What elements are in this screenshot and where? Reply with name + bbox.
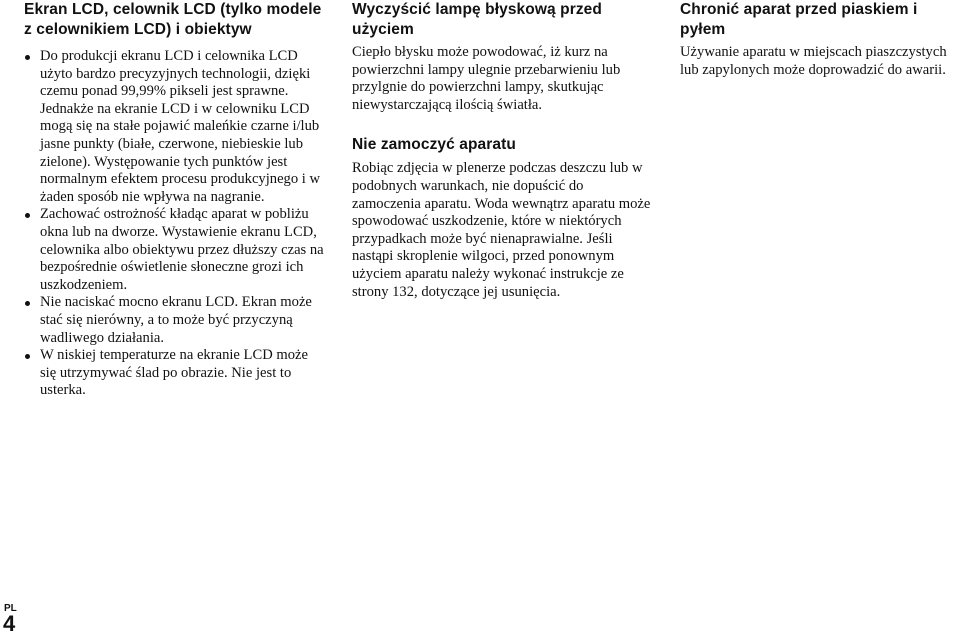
bullet-item [24, 48, 324, 206]
bullet-dot-icon [25, 55, 30, 60]
bullet-item [24, 347, 324, 400]
bullet-dot-icon [25, 213, 30, 218]
page-language-label: PL [4, 603, 17, 614]
bullet-text: Nie naciskać mocno ekranu LCD. Ekran może stać się nierówny, a to może być przyczyną wadliwego działania. [40, 294, 312, 346]
bullet-item [24, 294, 324, 347]
section-text-flash: Ciepło błysku może powodować, iż kurz na powierzchni lampy ulegnie przebarwieniu lub przylgnie do powierzchni lampy, skutkując niewystarczającą ilością światła. [352, 44, 621, 113]
page-number: 4 [3, 611, 16, 636]
section-heading-sand: Chronić aparat przed piaskiem i pyłem [680, 1, 918, 38]
bullet-item [24, 206, 324, 294]
section-heading-water: Nie zamoczyć aparatu [352, 136, 516, 154]
section-text-water: Robiąc zdjęcia w plenerze podczas deszczu lub w podobnych warunkach, nie dopuścić do zamoczenia aparatu. Woda wewnątrz aparatu może spowodować uszkodzenie, które w niektórych przypadkach może być nienaprawialne. Jeśli nastąpi skroplenie wilgoci, przed ponownym użyciem aparatu należy wykonać instrukcje ze strony 132, dotyczące jej usunięcia. [352, 160, 651, 300]
section-text-sand: Używanie aparatu w miejscach piaszczystych lub zapylonych może doprowadzić do awarii. [680, 44, 947, 78]
bullet-text: W niskiej temperaturze na ekranie LCD może się utrzymywać ślad po obrazie. Nie jest to usterka. [40, 347, 308, 399]
column-lcd-care [24, 0, 324, 400]
section-heading-flash: Wyczyścić lampę błyskową przed użyciem [352, 1, 602, 38]
bullet-list-lcd [24, 48, 324, 400]
bullet-dot-icon [25, 354, 30, 359]
section-heading-lcd: Ekran LCD, celownik LCD (tylko modele z celownikiem LCD) i obiektyw [24, 1, 322, 38]
column-sand-dust [680, 0, 960, 79]
column-flash-and-water [352, 0, 652, 301]
bullet-text: Zachować ostrożność kładąc aparat w pobliżu okna lub na dworze. Wystawienie ekranu LCD, celownika albo obiektywu przez dłuższy czas na bezpośrednie oświetlenie słoneczne grozi ich uszkodzeniem. [40, 206, 324, 293]
bullet-text: Do produkcji ekranu LCD i celownika LCD użyto bardzo precyzyjnych technologii, dzięki czemu ponad 99,99% pikseli jest sprawne. Jednakże na ekranie LCD i w celowniku LCD mogą się na stałe pojawić maleńkie czarne i/lub jasne punkty (białe, czerwone, niebieskie lub zielone). Występowanie tych punktów jest normalnym efektem procesu produkcyjnego i w żaden sposób nie wpływa na nagranie. [40, 48, 321, 205]
bullet-dot-icon [25, 301, 30, 306]
